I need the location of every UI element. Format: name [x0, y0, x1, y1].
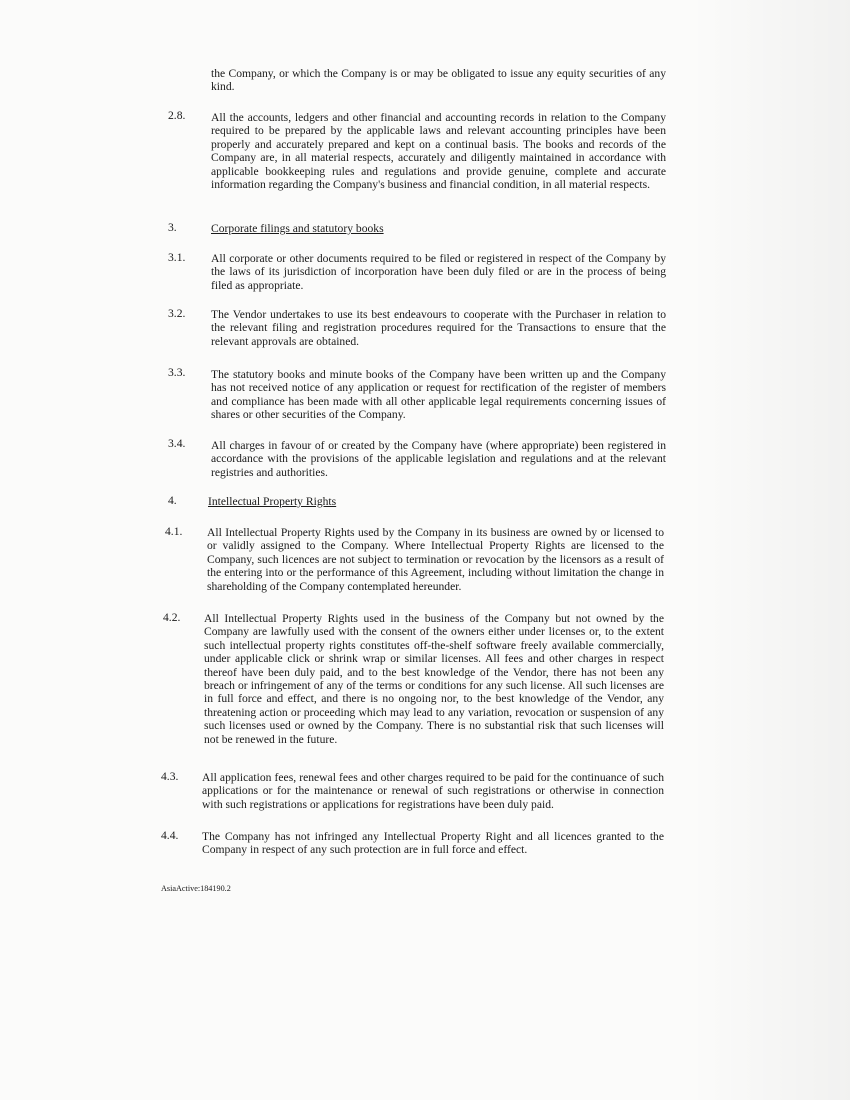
clause-number: 3.2.	[168, 307, 186, 320]
clause-number: 3.4.	[168, 437, 186, 450]
clause-text: The statutory books and minute books of the Company have been written up and the Company has not received notice of any application or request for rectification of the register of members and compliance has been made with all other applicable legal requirements concerning issues of shares or other securities of the Company.	[211, 368, 666, 422]
clause-number: 2.8.	[168, 109, 186, 122]
section-heading: Intellectual Property Rights	[208, 495, 337, 508]
section-number: 4.	[168, 494, 177, 507]
clause-number: 4.2.	[163, 611, 181, 624]
clause-text: All Intellectual Property Rights used by the Company in its business are owned by or licensed to or validly assigned to the Company. Where Intellectual Property Rights are licensed to the Company, such licences are not subject to termination or revocation by the licensors as a result of the entering into or the performance of this Agreement, including without limitation the change in shareholding of the Company contemplated hereunder.	[207, 526, 664, 593]
section-number: 3.	[168, 221, 177, 234]
clause-number: 4.1.	[165, 525, 183, 538]
clause-number: 4.3.	[161, 770, 179, 783]
clause-text: The Company has not infringed any Intellectual Property Right and all licences granted to the Company in respect of any such protection are in full force and effect.	[202, 830, 664, 857]
clause-text: The Vendor undertakes to use its best endeavours to cooperate with the Purchaser in relation to the relevant filing and registration procedures required for the Transactions to ensure that the relevant approvals are obtained.	[211, 308, 666, 348]
clause-text: All Intellectual Property Rights used in the business of the Company but not owned by the Company are lawfully used with the consent of the owners either under licenses or, to the extent such intellectual property rights constitutes off-the-shelf software freely available commercially, under applicable click or shrink wrap or similar licenses. All fees and other charges in respect thereof have been duly paid, and to the best knowledge of the Vendor, there has not been any breach or infringement of any of the terms or conditions for any such license. All such licenses are in full force and effect, and there is no ongoing nor, to the best knowledge of the Vendor, any threatening action or proceeding which may lead to any variation, revocation or suspension of any such licenses used or owned by the Company. There is no substantial risk that such licenses will not be renewed in the future.	[204, 612, 664, 746]
clause-number: 4.4.	[161, 829, 179, 842]
clause-text: All corporate or other documents required to be filed or registered in respect of the Company by the laws of its jurisdiction of incorporation have been duly filed or are in the process of being filed as appropriate.	[211, 252, 666, 292]
continuation-paragraph: the Company, or which the Company is or may be obligated to issue any equity securities of any kind.	[211, 67, 666, 94]
clause-number: 3.3.	[168, 366, 186, 379]
clause-number: 3.1.	[168, 251, 186, 264]
document-footer-reference: AsiaActive:184190.2	[161, 884, 231, 893]
section-heading: Corporate filings and statutory books	[211, 222, 384, 235]
clause-text: All application fees, renewal fees and other charges required to be paid for the continuance of such applications or for the maintenance or renewal of such registrations or otherwise in connection with such registrations or applications for registrations have been duly paid.	[202, 771, 664, 811]
clause-text: All charges in favour of or created by the Company have (where appropriate) been registered in accordance with the provisions of the applicable legislation and regulations and at the relevant registries and authorities.	[211, 439, 666, 479]
scan-shading	[690, 0, 850, 1100]
clause-text: All the accounts, ledgers and other financial and accounting records in relation to the Company required to be prepared by the applicable laws and relevant accounting principles have been properly and accurately prepared and kept on a continual basis. The books and records of the Company are, in all material respects, accurately and diligently maintained in accordance with applicable bookkeeping rules and regulations and provide genuine, complete and accurate information regarding the Company's business and financial condition, in all material respects.	[211, 111, 666, 192]
